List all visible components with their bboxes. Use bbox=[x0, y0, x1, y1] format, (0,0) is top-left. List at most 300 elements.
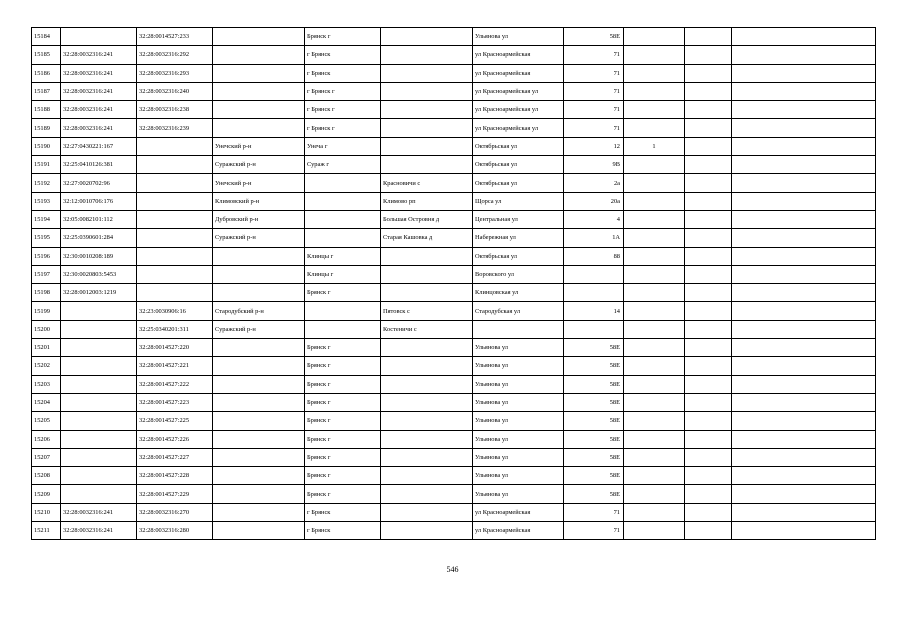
settlement-cell bbox=[381, 412, 473, 430]
settlement-cell bbox=[381, 485, 473, 503]
settlement-cell bbox=[381, 393, 473, 411]
cadastral-number-cell bbox=[137, 137, 213, 155]
street-cell: Ульянова ул bbox=[473, 467, 564, 485]
cadastral-number-cell: 32:28:0032316:280 bbox=[137, 522, 213, 540]
cadastral-number-cell: 32:28:0014527:221 bbox=[137, 357, 213, 375]
row-number-cell: 15188 bbox=[32, 101, 61, 119]
building-cell bbox=[624, 448, 685, 466]
row-number-cell: 15196 bbox=[32, 247, 61, 265]
building-cell bbox=[624, 265, 685, 283]
row-number-cell: 15189 bbox=[32, 119, 61, 137]
district-cell bbox=[213, 101, 305, 119]
extra-cell-1 bbox=[685, 412, 732, 430]
city-cell: Брянск г bbox=[305, 357, 381, 375]
parent-cadastral-number-cell bbox=[61, 320, 137, 338]
parent-cadastral-number-cell: 32:30:0010208:189 bbox=[61, 247, 137, 265]
house-number-cell: 9В bbox=[564, 156, 624, 174]
extra-cell-2 bbox=[732, 192, 876, 210]
extra-cell-2 bbox=[732, 503, 876, 521]
parent-cadastral-number-cell bbox=[61, 412, 137, 430]
parent-cadastral-number-cell: 32:30:0020803:5453 bbox=[61, 265, 137, 283]
extra-cell-1 bbox=[685, 467, 732, 485]
row-number-cell: 15198 bbox=[32, 284, 61, 302]
row-number-cell: 15206 bbox=[32, 430, 61, 448]
parent-cadastral-number-cell: 32:12:0010706:176 bbox=[61, 192, 137, 210]
building-cell bbox=[624, 284, 685, 302]
district-cell bbox=[213, 119, 305, 137]
street-cell: Ульянова ул bbox=[473, 430, 564, 448]
row-number-cell: 15185 bbox=[32, 46, 61, 64]
extra-cell-1 bbox=[685, 265, 732, 283]
district-cell bbox=[213, 82, 305, 100]
parent-cadastral-number-cell: 32:28:0032316:241 bbox=[61, 522, 137, 540]
settlement-cell bbox=[381, 339, 473, 357]
parent-cadastral-number-cell bbox=[61, 430, 137, 448]
street-cell: ул Красноармейская ул bbox=[473, 101, 564, 119]
city-cell: Брянск г bbox=[305, 467, 381, 485]
cadastral-number-cell: 32:28:0014527:220 bbox=[137, 339, 213, 357]
district-cell bbox=[213, 28, 305, 46]
row-number-cell: 15204 bbox=[32, 393, 61, 411]
extra-cell-2 bbox=[732, 284, 876, 302]
settlement-cell bbox=[381, 265, 473, 283]
extra-cell-2 bbox=[732, 302, 876, 320]
row-number-cell: 15210 bbox=[32, 503, 61, 521]
cadastral-number-cell: 32:23:0030906:16 bbox=[137, 302, 213, 320]
cadastral-number-cell bbox=[137, 229, 213, 247]
house-number-cell: 71 bbox=[564, 64, 624, 82]
extra-cell-1 bbox=[685, 503, 732, 521]
city-cell: Брянск г bbox=[305, 339, 381, 357]
row-number-cell: 15184 bbox=[32, 28, 61, 46]
cadastral-number-cell: 32:28:0032316:240 bbox=[137, 82, 213, 100]
building-cell bbox=[624, 522, 685, 540]
row-number-cell: 15200 bbox=[32, 320, 61, 338]
city-cell: г Брянск г bbox=[305, 101, 381, 119]
building-cell bbox=[624, 320, 685, 338]
extra-cell-1 bbox=[685, 485, 732, 503]
extra-cell-2 bbox=[732, 412, 876, 430]
cadastral-number-cell bbox=[137, 265, 213, 283]
extra-cell-1 bbox=[685, 229, 732, 247]
table-row bbox=[32, 339, 876, 357]
extra-cell-2 bbox=[732, 82, 876, 100]
district-cell bbox=[213, 64, 305, 82]
parent-cadastral-number-cell: 32:28:0032316:241 bbox=[61, 503, 137, 521]
city-cell: Брянск г bbox=[305, 412, 381, 430]
extra-cell-1 bbox=[685, 82, 732, 100]
settlement-cell: Пятовск с bbox=[381, 302, 473, 320]
house-number-cell: 58Е bbox=[564, 485, 624, 503]
parent-cadastral-number-cell bbox=[61, 448, 137, 466]
page-number: 546 bbox=[446, 565, 459, 574]
cadastral-number-cell: 32:28:0032316:238 bbox=[137, 101, 213, 119]
building-cell bbox=[624, 82, 685, 100]
building-cell bbox=[624, 28, 685, 46]
city-cell: г Брянск bbox=[305, 64, 381, 82]
district-cell: Суражский р-н bbox=[213, 156, 305, 174]
extra-cell-1 bbox=[685, 156, 732, 174]
extra-cell-1 bbox=[685, 101, 732, 119]
row-number-cell: 15190 bbox=[32, 137, 61, 155]
table-row bbox=[32, 485, 876, 503]
house-number-cell: 58Е bbox=[564, 430, 624, 448]
extra-cell-2 bbox=[732, 375, 876, 393]
cadastral-number-cell: 32:28:0014527:227 bbox=[137, 448, 213, 466]
building-cell bbox=[624, 229, 685, 247]
house-number-cell: 12 bbox=[564, 137, 624, 155]
district-cell: Суражский р-н bbox=[213, 320, 305, 338]
building-cell bbox=[624, 485, 685, 503]
city-cell: Брянск г bbox=[305, 393, 381, 411]
district-cell bbox=[213, 284, 305, 302]
settlement-cell bbox=[381, 357, 473, 375]
table-row bbox=[32, 284, 876, 302]
cadastral-number-cell: 32:28:0014527:228 bbox=[137, 467, 213, 485]
district-cell bbox=[213, 467, 305, 485]
cadastral-number-cell: 32:28:0032316:270 bbox=[137, 503, 213, 521]
table-row bbox=[32, 28, 876, 46]
cadastral-number-cell: 32:28:0014527:226 bbox=[137, 430, 213, 448]
district-cell: Климовский р-н bbox=[213, 192, 305, 210]
table-row bbox=[32, 393, 876, 411]
building-cell bbox=[624, 174, 685, 192]
house-number-cell: 58Е bbox=[564, 357, 624, 375]
parent-cadastral-number-cell: 32:27:0430221:167 bbox=[61, 137, 137, 155]
table-row bbox=[32, 210, 876, 228]
parent-cadastral-number-cell: 32:28:0032316:241 bbox=[61, 46, 137, 64]
settlement-cell bbox=[381, 46, 473, 64]
extra-cell-2 bbox=[732, 320, 876, 338]
house-number-cell: 58Е bbox=[564, 467, 624, 485]
cadastral-number-cell bbox=[137, 210, 213, 228]
extra-cell-2 bbox=[732, 210, 876, 228]
parent-cadastral-number-cell bbox=[61, 485, 137, 503]
district-cell bbox=[213, 375, 305, 393]
extra-cell-2 bbox=[732, 247, 876, 265]
parent-cadastral-number-cell bbox=[61, 467, 137, 485]
row-number-cell: 15201 bbox=[32, 339, 61, 357]
settlement-cell bbox=[381, 119, 473, 137]
extra-cell-1 bbox=[685, 119, 732, 137]
house-number-cell bbox=[564, 265, 624, 283]
extra-cell-1 bbox=[685, 320, 732, 338]
house-number-cell: 58Е bbox=[564, 339, 624, 357]
street-cell: Октябрьская ул bbox=[473, 174, 564, 192]
district-cell bbox=[213, 430, 305, 448]
parent-cadastral-number-cell: 32:25:0390601:284 bbox=[61, 229, 137, 247]
settlement-cell bbox=[381, 247, 473, 265]
house-number-cell: 2а bbox=[564, 174, 624, 192]
district-cell bbox=[213, 503, 305, 521]
settlement-cell bbox=[381, 375, 473, 393]
city-cell: Брянск г bbox=[305, 448, 381, 466]
street-cell: ул Красноармейская ул bbox=[473, 119, 564, 137]
cadastral-number-cell bbox=[137, 247, 213, 265]
building-cell: 1 bbox=[624, 137, 685, 155]
extra-cell-1 bbox=[685, 448, 732, 466]
city-cell: г Брянск г bbox=[305, 119, 381, 137]
building-cell bbox=[624, 46, 685, 64]
street-cell: ул Красноармейская ул bbox=[473, 82, 564, 100]
extra-cell-2 bbox=[732, 229, 876, 247]
settlement-cell bbox=[381, 448, 473, 466]
settlement-cell bbox=[381, 101, 473, 119]
extra-cell-1 bbox=[685, 64, 732, 82]
street-cell: Воровского ул bbox=[473, 265, 564, 283]
district-cell bbox=[213, 46, 305, 64]
table-row bbox=[32, 137, 876, 155]
city-cell bbox=[305, 302, 381, 320]
table-row bbox=[32, 467, 876, 485]
building-cell bbox=[624, 357, 685, 375]
settlement-cell: Большая Островня д bbox=[381, 210, 473, 228]
parent-cadastral-number-cell bbox=[61, 28, 137, 46]
table-row bbox=[32, 156, 876, 174]
street-cell: Ульянова ул bbox=[473, 28, 564, 46]
cadastral-number-cell: 32:28:0032316:239 bbox=[137, 119, 213, 137]
row-number-cell: 15202 bbox=[32, 357, 61, 375]
table-row bbox=[32, 82, 876, 100]
street-cell: Октябрьская ул bbox=[473, 137, 564, 155]
district-cell: Унечский р-н bbox=[213, 137, 305, 155]
settlement-cell: Костеничи с bbox=[381, 320, 473, 338]
row-number-cell: 15186 bbox=[32, 64, 61, 82]
city-cell: Брянск г bbox=[305, 375, 381, 393]
house-number-cell: 71 bbox=[564, 522, 624, 540]
settlement-cell bbox=[381, 503, 473, 521]
house-number-cell: 71 bbox=[564, 46, 624, 64]
building-cell bbox=[624, 64, 685, 82]
table-row bbox=[32, 229, 876, 247]
cadastral-number-cell: 32:28:0014527:233 bbox=[137, 28, 213, 46]
parent-cadastral-number-cell bbox=[61, 302, 137, 320]
street-cell: Октябрьская ул bbox=[473, 156, 564, 174]
city-cell: Клинцы г bbox=[305, 247, 381, 265]
district-cell bbox=[213, 393, 305, 411]
extra-cell-1 bbox=[685, 192, 732, 210]
building-cell bbox=[624, 156, 685, 174]
street-cell: Ульянова ул bbox=[473, 448, 564, 466]
row-number-cell: 15197 bbox=[32, 265, 61, 283]
house-number-cell: 71 bbox=[564, 82, 624, 100]
city-cell: Брянск г bbox=[305, 485, 381, 503]
table-row bbox=[32, 192, 876, 210]
extra-cell-2 bbox=[732, 265, 876, 283]
city-cell: г Брянск bbox=[305, 46, 381, 64]
row-number-cell: 15187 bbox=[32, 82, 61, 100]
city-cell bbox=[305, 174, 381, 192]
cadastral-number-cell bbox=[137, 156, 213, 174]
row-number-cell: 15207 bbox=[32, 448, 61, 466]
house-number-cell: 58Е bbox=[564, 393, 624, 411]
extra-cell-2 bbox=[732, 46, 876, 64]
extra-cell-2 bbox=[732, 467, 876, 485]
cadastral-number-cell: 32:28:0014527:229 bbox=[137, 485, 213, 503]
extra-cell-1 bbox=[685, 375, 732, 393]
district-cell bbox=[213, 339, 305, 357]
row-number-cell: 15194 bbox=[32, 210, 61, 228]
street-cell: Стародубская ул bbox=[473, 302, 564, 320]
extra-cell-2 bbox=[732, 28, 876, 46]
street-cell: ул Красноармейская bbox=[473, 64, 564, 82]
building-cell bbox=[624, 467, 685, 485]
extra-cell-1 bbox=[685, 522, 732, 540]
parent-cadastral-number-cell: 32:27:0020702:96 bbox=[61, 174, 137, 192]
extra-cell-2 bbox=[732, 430, 876, 448]
parent-cadastral-number-cell: 32:28:0032316:241 bbox=[61, 119, 137, 137]
street-cell: Ульянова ул bbox=[473, 357, 564, 375]
district-cell bbox=[213, 412, 305, 430]
row-number-cell: 15205 bbox=[32, 412, 61, 430]
house-number-cell: 58Е bbox=[564, 412, 624, 430]
street-cell: Ульянова ул bbox=[473, 412, 564, 430]
parent-cadastral-number-cell: 32:28:0032316:241 bbox=[61, 64, 137, 82]
city-cell bbox=[305, 192, 381, 210]
building-cell bbox=[624, 412, 685, 430]
extra-cell-2 bbox=[732, 448, 876, 466]
extra-cell-1 bbox=[685, 46, 732, 64]
registry-table-body bbox=[32, 28, 876, 540]
extra-cell-1 bbox=[685, 247, 732, 265]
street-cell bbox=[473, 320, 564, 338]
house-number-cell: 1А bbox=[564, 229, 624, 247]
street-cell: Набережная ул bbox=[473, 229, 564, 247]
street-cell: Ульянова ул bbox=[473, 393, 564, 411]
settlement-cell: Климово рп bbox=[381, 192, 473, 210]
street-cell: Ульянова ул bbox=[473, 339, 564, 357]
parent-cadastral-number-cell bbox=[61, 339, 137, 357]
extra-cell-2 bbox=[732, 156, 876, 174]
parent-cadastral-number-cell bbox=[61, 357, 137, 375]
extra-cell-1 bbox=[685, 28, 732, 46]
extra-cell-2 bbox=[732, 357, 876, 375]
city-cell: Клинцы г bbox=[305, 265, 381, 283]
house-number-cell: 58Е bbox=[564, 375, 624, 393]
street-cell: Щорса ул bbox=[473, 192, 564, 210]
city-cell: г Брянск г bbox=[305, 82, 381, 100]
extra-cell-2 bbox=[732, 522, 876, 540]
street-cell: Клинцовская ул bbox=[473, 284, 564, 302]
settlement-cell bbox=[381, 82, 473, 100]
parent-cadastral-number-cell bbox=[61, 393, 137, 411]
extra-cell-1 bbox=[685, 174, 732, 192]
table-row bbox=[32, 247, 876, 265]
city-cell: Брянск г bbox=[305, 284, 381, 302]
district-cell: Суражский р-н bbox=[213, 229, 305, 247]
cadastral-number-cell bbox=[137, 192, 213, 210]
house-number-cell: 4 bbox=[564, 210, 624, 228]
extra-cell-2 bbox=[732, 174, 876, 192]
cadastral-number-cell: 32:25:0340201:311 bbox=[137, 320, 213, 338]
table-row bbox=[32, 357, 876, 375]
city-cell: Сураж г bbox=[305, 156, 381, 174]
city-cell: Унеча г bbox=[305, 137, 381, 155]
district-cell: Дубровский р-н bbox=[213, 210, 305, 228]
building-cell bbox=[624, 210, 685, 228]
building-cell bbox=[624, 430, 685, 448]
extra-cell-1 bbox=[685, 339, 732, 357]
building-cell bbox=[624, 247, 685, 265]
house-number-cell bbox=[564, 284, 624, 302]
parent-cadastral-number-cell: 32:25:0410126:381 bbox=[61, 156, 137, 174]
extra-cell-1 bbox=[685, 357, 732, 375]
row-number-cell: 15193 bbox=[32, 192, 61, 210]
row-number-cell: 15208 bbox=[32, 467, 61, 485]
table-row bbox=[32, 174, 876, 192]
building-cell bbox=[624, 375, 685, 393]
table-row bbox=[32, 46, 876, 64]
settlement-cell bbox=[381, 137, 473, 155]
settlement-cell bbox=[381, 156, 473, 174]
extra-cell-1 bbox=[685, 137, 732, 155]
extra-cell-1 bbox=[685, 430, 732, 448]
street-cell: Центральная ул bbox=[473, 210, 564, 228]
extra-cell-2 bbox=[732, 137, 876, 155]
house-number-cell: 58Е bbox=[564, 448, 624, 466]
house-number-cell: 14 bbox=[564, 302, 624, 320]
extra-cell-2 bbox=[732, 339, 876, 357]
district-cell bbox=[213, 522, 305, 540]
table-row bbox=[32, 320, 876, 338]
street-cell: Октябрьская ул bbox=[473, 247, 564, 265]
house-number-cell: 88 bbox=[564, 247, 624, 265]
extra-cell-2 bbox=[732, 64, 876, 82]
parent-cadastral-number-cell bbox=[61, 375, 137, 393]
extra-cell-2 bbox=[732, 393, 876, 411]
row-number-cell: 15209 bbox=[32, 485, 61, 503]
extra-cell-1 bbox=[685, 210, 732, 228]
table-row bbox=[32, 448, 876, 466]
city-cell bbox=[305, 210, 381, 228]
parent-cadastral-number-cell: 32:28:0012003:1219 bbox=[61, 284, 137, 302]
street-cell: Ульянова ул bbox=[473, 375, 564, 393]
city-cell: Брянск г bbox=[305, 28, 381, 46]
table-row bbox=[32, 412, 876, 430]
district-cell bbox=[213, 448, 305, 466]
building-cell bbox=[624, 503, 685, 521]
row-number-cell: 15211 bbox=[32, 522, 61, 540]
city-cell bbox=[305, 320, 381, 338]
settlement-cell: Красновичи с bbox=[381, 174, 473, 192]
building-cell bbox=[624, 393, 685, 411]
table-row bbox=[32, 101, 876, 119]
table-row bbox=[32, 302, 876, 320]
table-row bbox=[32, 375, 876, 393]
extra-cell-1 bbox=[685, 393, 732, 411]
cadastral-number-cell bbox=[137, 284, 213, 302]
extra-cell-2 bbox=[732, 101, 876, 119]
row-number-cell: 15192 bbox=[32, 174, 61, 192]
house-number-cell: 20а bbox=[564, 192, 624, 210]
city-cell bbox=[305, 229, 381, 247]
settlement-cell bbox=[381, 284, 473, 302]
house-number-cell: 71 bbox=[564, 119, 624, 137]
extra-cell-2 bbox=[732, 119, 876, 137]
cadastral-number-cell: 32:28:0014527:222 bbox=[137, 375, 213, 393]
city-cell: г Брянск bbox=[305, 522, 381, 540]
row-number-cell: 15195 bbox=[32, 229, 61, 247]
district-cell: Унечский р-н bbox=[213, 174, 305, 192]
building-cell bbox=[624, 302, 685, 320]
table-row bbox=[32, 119, 876, 137]
district-cell bbox=[213, 265, 305, 283]
settlement-cell bbox=[381, 28, 473, 46]
extra-cell-1 bbox=[685, 302, 732, 320]
settlement-cell bbox=[381, 430, 473, 448]
cadastral-number-cell: 32:28:0014527:223 bbox=[137, 393, 213, 411]
cadastral-number-cell: 32:28:0014527:225 bbox=[137, 412, 213, 430]
